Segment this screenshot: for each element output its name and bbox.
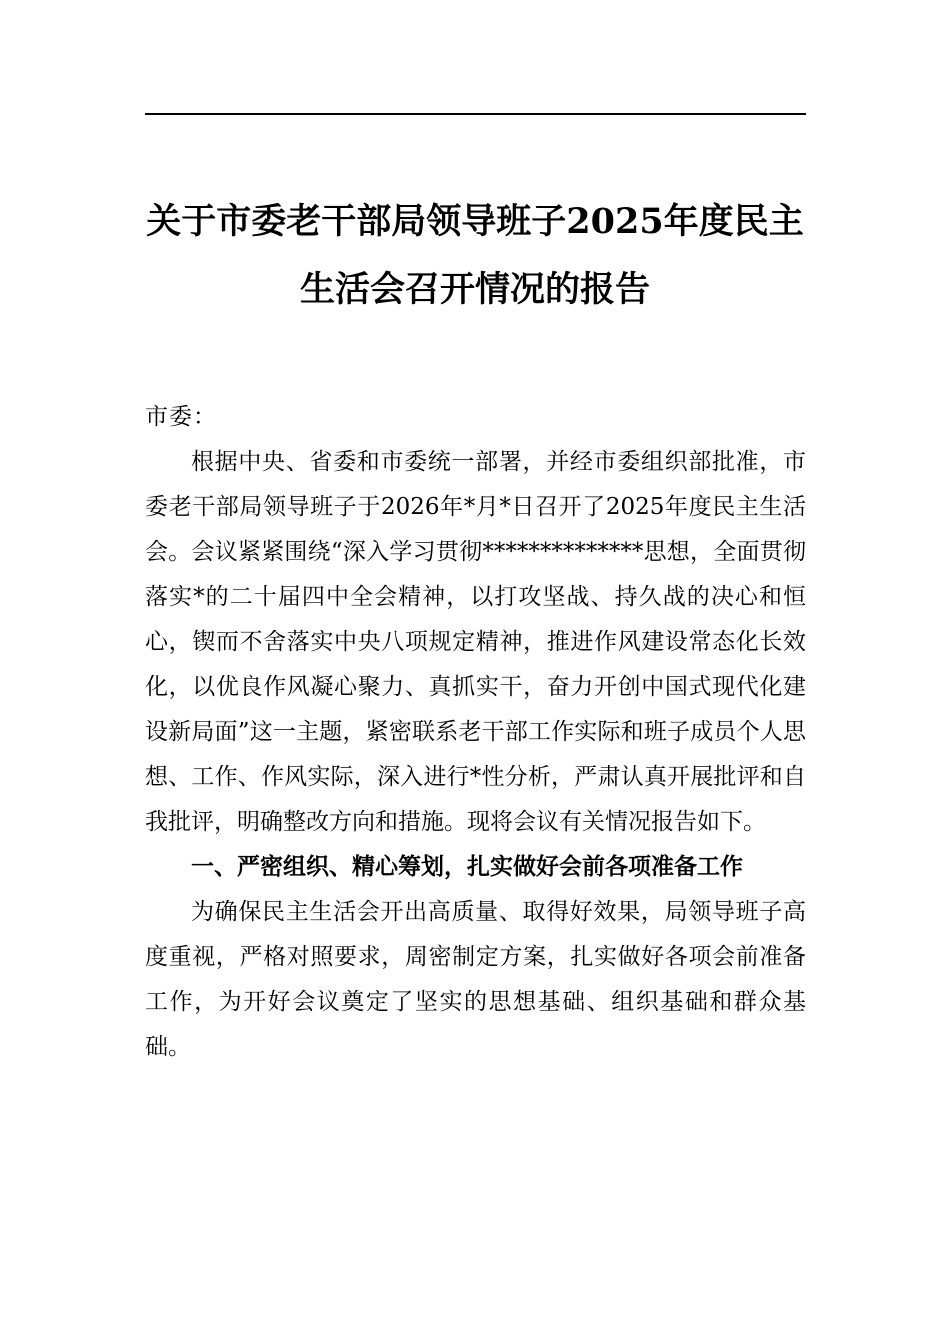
document-body: [145, 395, 806, 1070]
document-title: [130, 188, 820, 324]
intro-paragraph: 根据中央、省委和市委统一部署，并经市委组织部批准，市委老干部局领导班子于2026年*月*日召开了2025年度民主生活会。会议紧紧围绕“深入学习贯彻**************思想，全面贯彻落实*的二十届四中全会精神，以打攻坚战、持久战的决心和恒心，锲而不舍落实中央八项规定精神，推进作风建设常态化长效化，以优良作风凝心聚力、真抓实干，奋力开创中国式现代化建设新局面”这一主题，紧密联系老干部工作实际和班子成员个人思想、工作、作风实际，深入进行*性分析，严肃认真开展批评和自我批评，明确整改方向和措施。现将会议有关情况报告如下。: [145, 449, 806, 835]
salutation: 市委：: [145, 404, 217, 430]
section-heading-1: 一、严密组织、精心筹划，扎实做好会前各项准备工作: [191, 854, 743, 880]
title-line-1: 关于市委老干部局领导班子2025年度民主: [146, 201, 804, 242]
title-line-2: 生活会召开情况的报告: [299, 269, 650, 310]
header-rule: [145, 113, 806, 115]
section-paragraph-1: 为确保民主生活会开出高质量、取得好效果，局领导班子高度重视，严格对照要求，周密制定方案，扎实做好各项会前准备工作，为开好会议奠定了坚实的思想基础、组织基础和群众基础。: [145, 899, 806, 1060]
